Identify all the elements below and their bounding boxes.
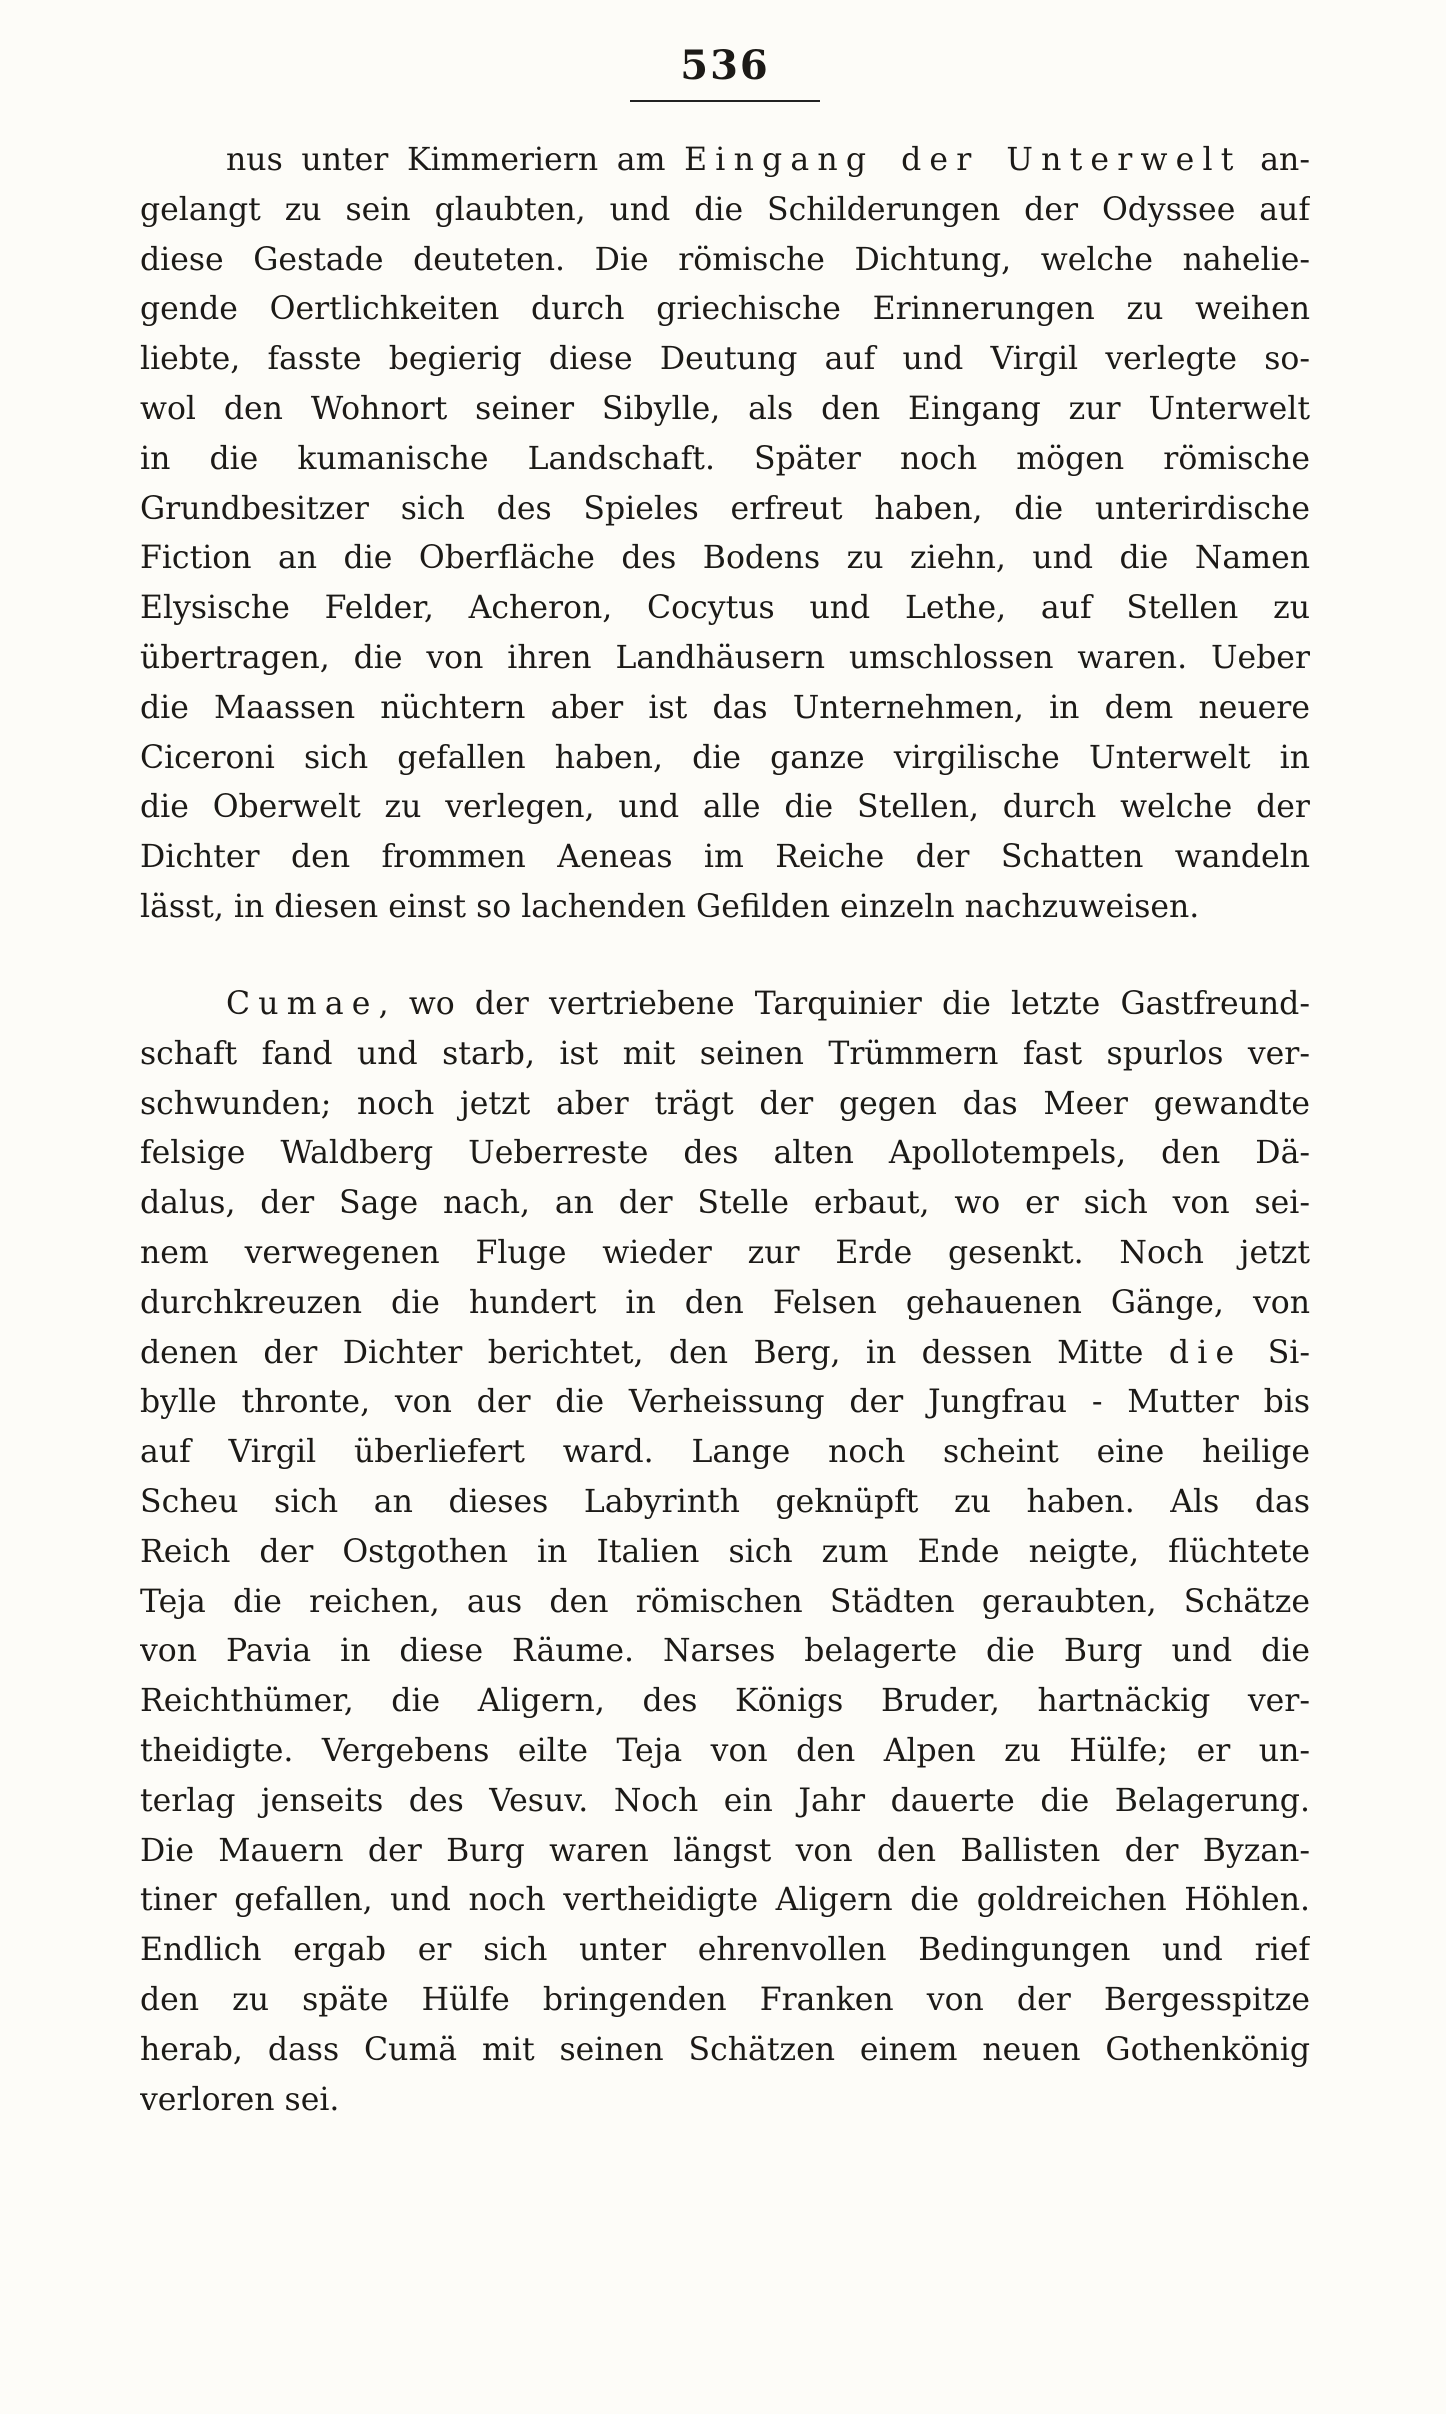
text-segment: Fiction an die Oberfläche des Bodens zu ziehn, und die Namen [140,540,1310,577]
spaced-emphasis: Eingang der Unterwelt [684,142,1242,178]
text-line [140,1329,1310,1379]
text-line [140,385,1310,435]
text-segment: Si- [1242,1334,1310,1371]
text-segment: gende Oertlichkeiten durch griechische Erinnerungen zu weihen [140,291,1310,328]
text-line [140,1279,1310,1329]
text-segment: wol den Wohnort seiner Sibylle, als den Eingang zur Unterwelt [140,390,1310,427]
text-segment: übertragen, die von ihren Landhäusern umschlossen waren. Ueber [140,639,1310,676]
paragraph [140,980,1310,2125]
text-segment: dalus, der Sage nach, an der Stelle erbaut, wo er sich von sei- [140,1185,1310,1222]
text-segment: Dichter den frommen Aeneas im Reiche der Schatten wandeln [140,839,1310,876]
text-line [140,734,1310,784]
text-line [140,634,1310,684]
text-segment: herab, dass Cumä mit seinen Schätzen einem neuen Gothenkönig [140,2031,1310,2068]
text-line [140,2076,1310,2126]
text-line [140,1129,1310,1179]
page-number-rule [630,100,820,102]
text-segment: den zu späte Hülfe bringenden Franken von der Bergesspitze [140,1981,1310,2018]
spaced-emphasis: Cumae [226,986,379,1022]
text-line [140,1478,1310,1528]
text-line [140,1627,1310,1677]
text-segment: Teja die reichen, aus den römischen Städten geraubten, Schätze [140,1583,1310,1620]
text-segment: Elysische Felder, Acheron, Cocytus und Lethe, auf Stellen zu [140,590,1310,627]
paragraph [140,136,1310,933]
page-number: 536 [680,42,770,89]
text-segment: die Maassen nüchtern aber ist das Unternehmen, in dem neuere [140,689,1310,726]
text-segment: Grundbesitzer sich des Spieles erfreut haben, die unterirdische [140,490,1310,527]
text-line [140,1179,1310,1229]
text-segment: felsige Waldberg Ueberreste des alten Apollotempels, den Dä- [140,1135,1310,1172]
text-line [140,1578,1310,1628]
text-segment: schaft fand und starb, ist mit seinen Trümmern fast spurlos ver- [140,1035,1310,1072]
text-segment: auf Virgil überliefert ward. Lange noch scheint eine heilige [140,1434,1310,1471]
text-line [140,1727,1310,1777]
text-segment: verloren sei. [140,2081,340,2118]
text-line [140,186,1310,236]
text-line [140,534,1310,584]
spaced-emphasis: die [1168,1334,1243,1371]
text-line [140,136,1310,186]
text-line [140,980,1310,1030]
text-segment: tiner gefallen, und noch vertheidigte Aligern die goldreichen Höhlen. [140,1882,1310,1919]
text-segment: Ciceroni sich gefallen haben, die ganze virgilische Unterwelt in [140,739,1310,776]
text-line [140,2026,1310,2076]
text-segment: Endlich ergab er sich unter ehrenvollen Bedingungen und rief [140,1932,1310,1969]
text-segment: Scheu sich an dieses Labyrinth geknüpft zu haben. Als das [140,1483,1310,1520]
text-segment: lässt, in diesen einst so lachenden Gefilden einzeln nachzuweisen. [140,888,1200,925]
text-segment: nem verwegenen Fluge wieder zur Erde gesenkt. Noch jetzt [140,1234,1310,1271]
text-line [140,1976,1310,2026]
text-line [140,1926,1310,1976]
text-line [140,1080,1310,1130]
text-line [140,1030,1310,1080]
text-line [140,783,1310,833]
text-segment: theidigte. Vergebens eilte Teja von den Alpen zu Hülfe; er un- [140,1732,1310,1769]
text-line [140,883,1310,933]
text-line [140,833,1310,883]
text-line [140,435,1310,485]
text-line [140,1827,1310,1877]
text-segment: gelangt zu sein glaubten, und die Schilderungen der Odyssee auf [140,191,1310,228]
text-segment: nus unter Kimmeriern am [226,142,685,178]
text-segment: in die kumanische Landschaft. Später noch mögen römische [140,440,1310,477]
text-line [140,1528,1310,1578]
text-line [140,236,1310,286]
text-line [140,1229,1310,1279]
text-segment: schwunden; noch jetzt aber trägt der gegen das Meer gewandte [140,1085,1310,1122]
text-line [140,1876,1310,1926]
text-line [140,1378,1310,1428]
text-segment: bylle thronte, von der die Verheissung der Jungfrau - Mutter bis [140,1384,1310,1421]
text-segment: terlag jenseits des Vesuv. Noch ein Jahr dauerte die Belagerung. [140,1782,1310,1819]
text-line [140,285,1310,335]
text-segment: Reichthümer, die Aligern, des Königs Bruder, hartnäckig ver- [140,1683,1310,1720]
text-line [140,684,1310,734]
text-line [140,1777,1310,1827]
text-segment: diese Gestade deuteten. Die römische Dichtung, welche nahelie- [140,241,1310,278]
text-line [140,485,1310,535]
text-segment: denen der Dichter berichtet, den Berg, in dessen Mitte [140,1334,1169,1371]
text-segment: Reich der Ostgothen in Italien sich zum Ende neigte, flüchtete [140,1533,1310,1570]
text-segment: von Pavia in diese Räume. Narses belagerte die Burg und die [140,1633,1310,1670]
text-line [140,1677,1310,1727]
text-segment: liebte, fasste begierig diese Deutung auf und Virgil verlegte so- [140,341,1310,378]
text-line [140,1428,1310,1478]
text-line [140,335,1310,385]
text-segment: durchkreuzen die hundert in den Felsen gehauenen Gänge, von [140,1284,1310,1321]
text-segment: Die Mauern der Burg waren längst von den Ballisten der Byzan- [140,1832,1310,1869]
text-segment: , wo der vertriebene Tarquinier die letzte Gastfreund- [378,986,1310,1022]
text-line [140,584,1310,634]
text-segment: die Oberwelt zu verlegen, und alle die Stellen, durch welche der [140,789,1310,826]
text-segment: an- [1241,142,1310,178]
